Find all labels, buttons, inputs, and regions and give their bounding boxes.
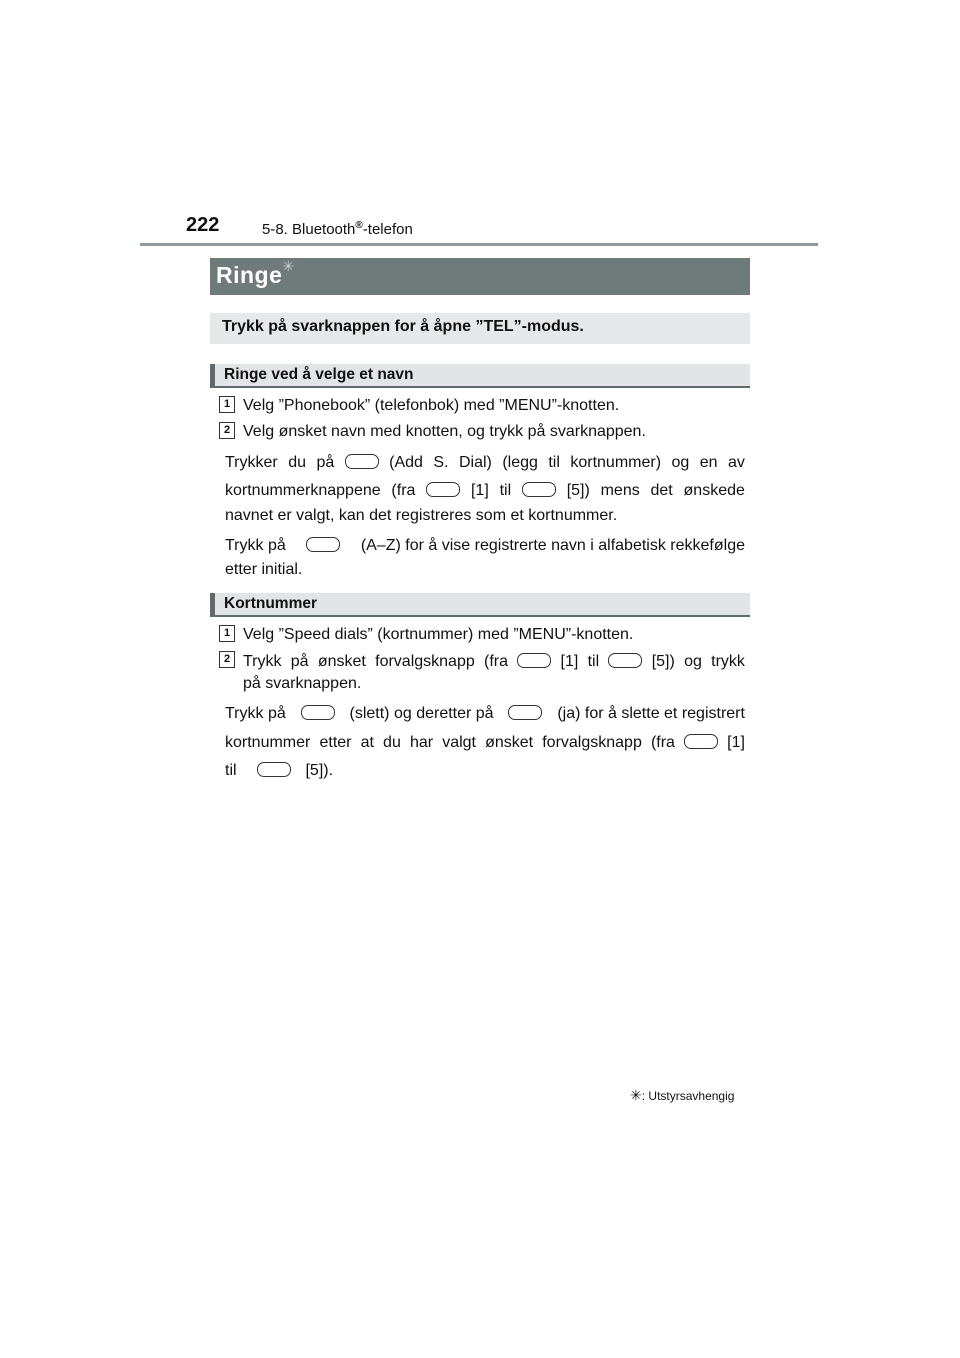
button-icon: [684, 734, 718, 749]
lead-box: [210, 313, 750, 344]
step-text: på svarknappen.: [243, 675, 362, 692]
page-number: 222: [186, 214, 220, 236]
subsection-heading-call-by-name: Ringe ved å velge et navn: [210, 364, 750, 388]
step-text: Velg ”Phonebook” (telefonbok) med ”MENU”-knotten.: [243, 397, 620, 414]
step-number: 2: [219, 422, 235, 439]
section-label: 5-8. Bluetooth®-telefon: [262, 220, 413, 238]
subsection-heading-speed-dial: Kortnummer: [210, 593, 750, 617]
button-icon: [306, 537, 340, 552]
step-number: 2: [219, 651, 235, 668]
step-text: Velg ”Speed dials” (kortnummer) med ”MENU”-knotten.: [243, 626, 634, 643]
button-icon: [257, 762, 291, 777]
step-text: Velg ønsket navn med knotten, og trykk på svarknappen.: [243, 423, 646, 440]
note-line: navnet er valgt, kan det registreres som et kortnummer.: [225, 507, 618, 524]
page-title: Ringe✳: [216, 258, 295, 288]
title-bar: [210, 258, 750, 295]
step-number: 1: [219, 625, 235, 642]
note-line: Trykk på (A–Z) for å vise registrerte navn i alfabetisk rekkefølge: [225, 537, 745, 554]
asterisk-icon: ✳: [282, 258, 295, 274]
button-icon: [522, 482, 556, 497]
footnote: ✳: Utstyrsavhengig: [630, 1087, 735, 1103]
note-line: til [5]).: [225, 762, 334, 779]
asterisk-icon: ✳: [630, 1087, 642, 1103]
step-number: 1: [219, 396, 235, 413]
button-icon: [608, 653, 642, 668]
note-line: Trykk på (slett) og deretter på (ja) for å slette et registrert: [225, 705, 745, 722]
note-line: kortnummer etter at du har valgt ønsket forvalgsknapp (fra [1]: [225, 734, 745, 751]
button-icon: [517, 653, 551, 668]
lead-text: Trykk på svarknappen for å åpne ”TEL”-modus.: [222, 318, 584, 335]
note-line: kortnummerknappene (fra [1] til [5]) mens det ønskede: [225, 482, 745, 499]
button-icon: [301, 705, 335, 720]
step-text: Trykk på ønsket forvalgsknapp (fra [1] til [5]) og trykk: [243, 653, 745, 670]
note-line: etter initial.: [225, 561, 303, 578]
note-line: Trykker du på (Add S. Dial) (legg til kortnummer) og en av: [225, 454, 745, 471]
header-rule: [140, 243, 818, 246]
button-icon: [426, 482, 460, 497]
button-icon: [345, 454, 379, 469]
button-icon: [508, 705, 542, 720]
